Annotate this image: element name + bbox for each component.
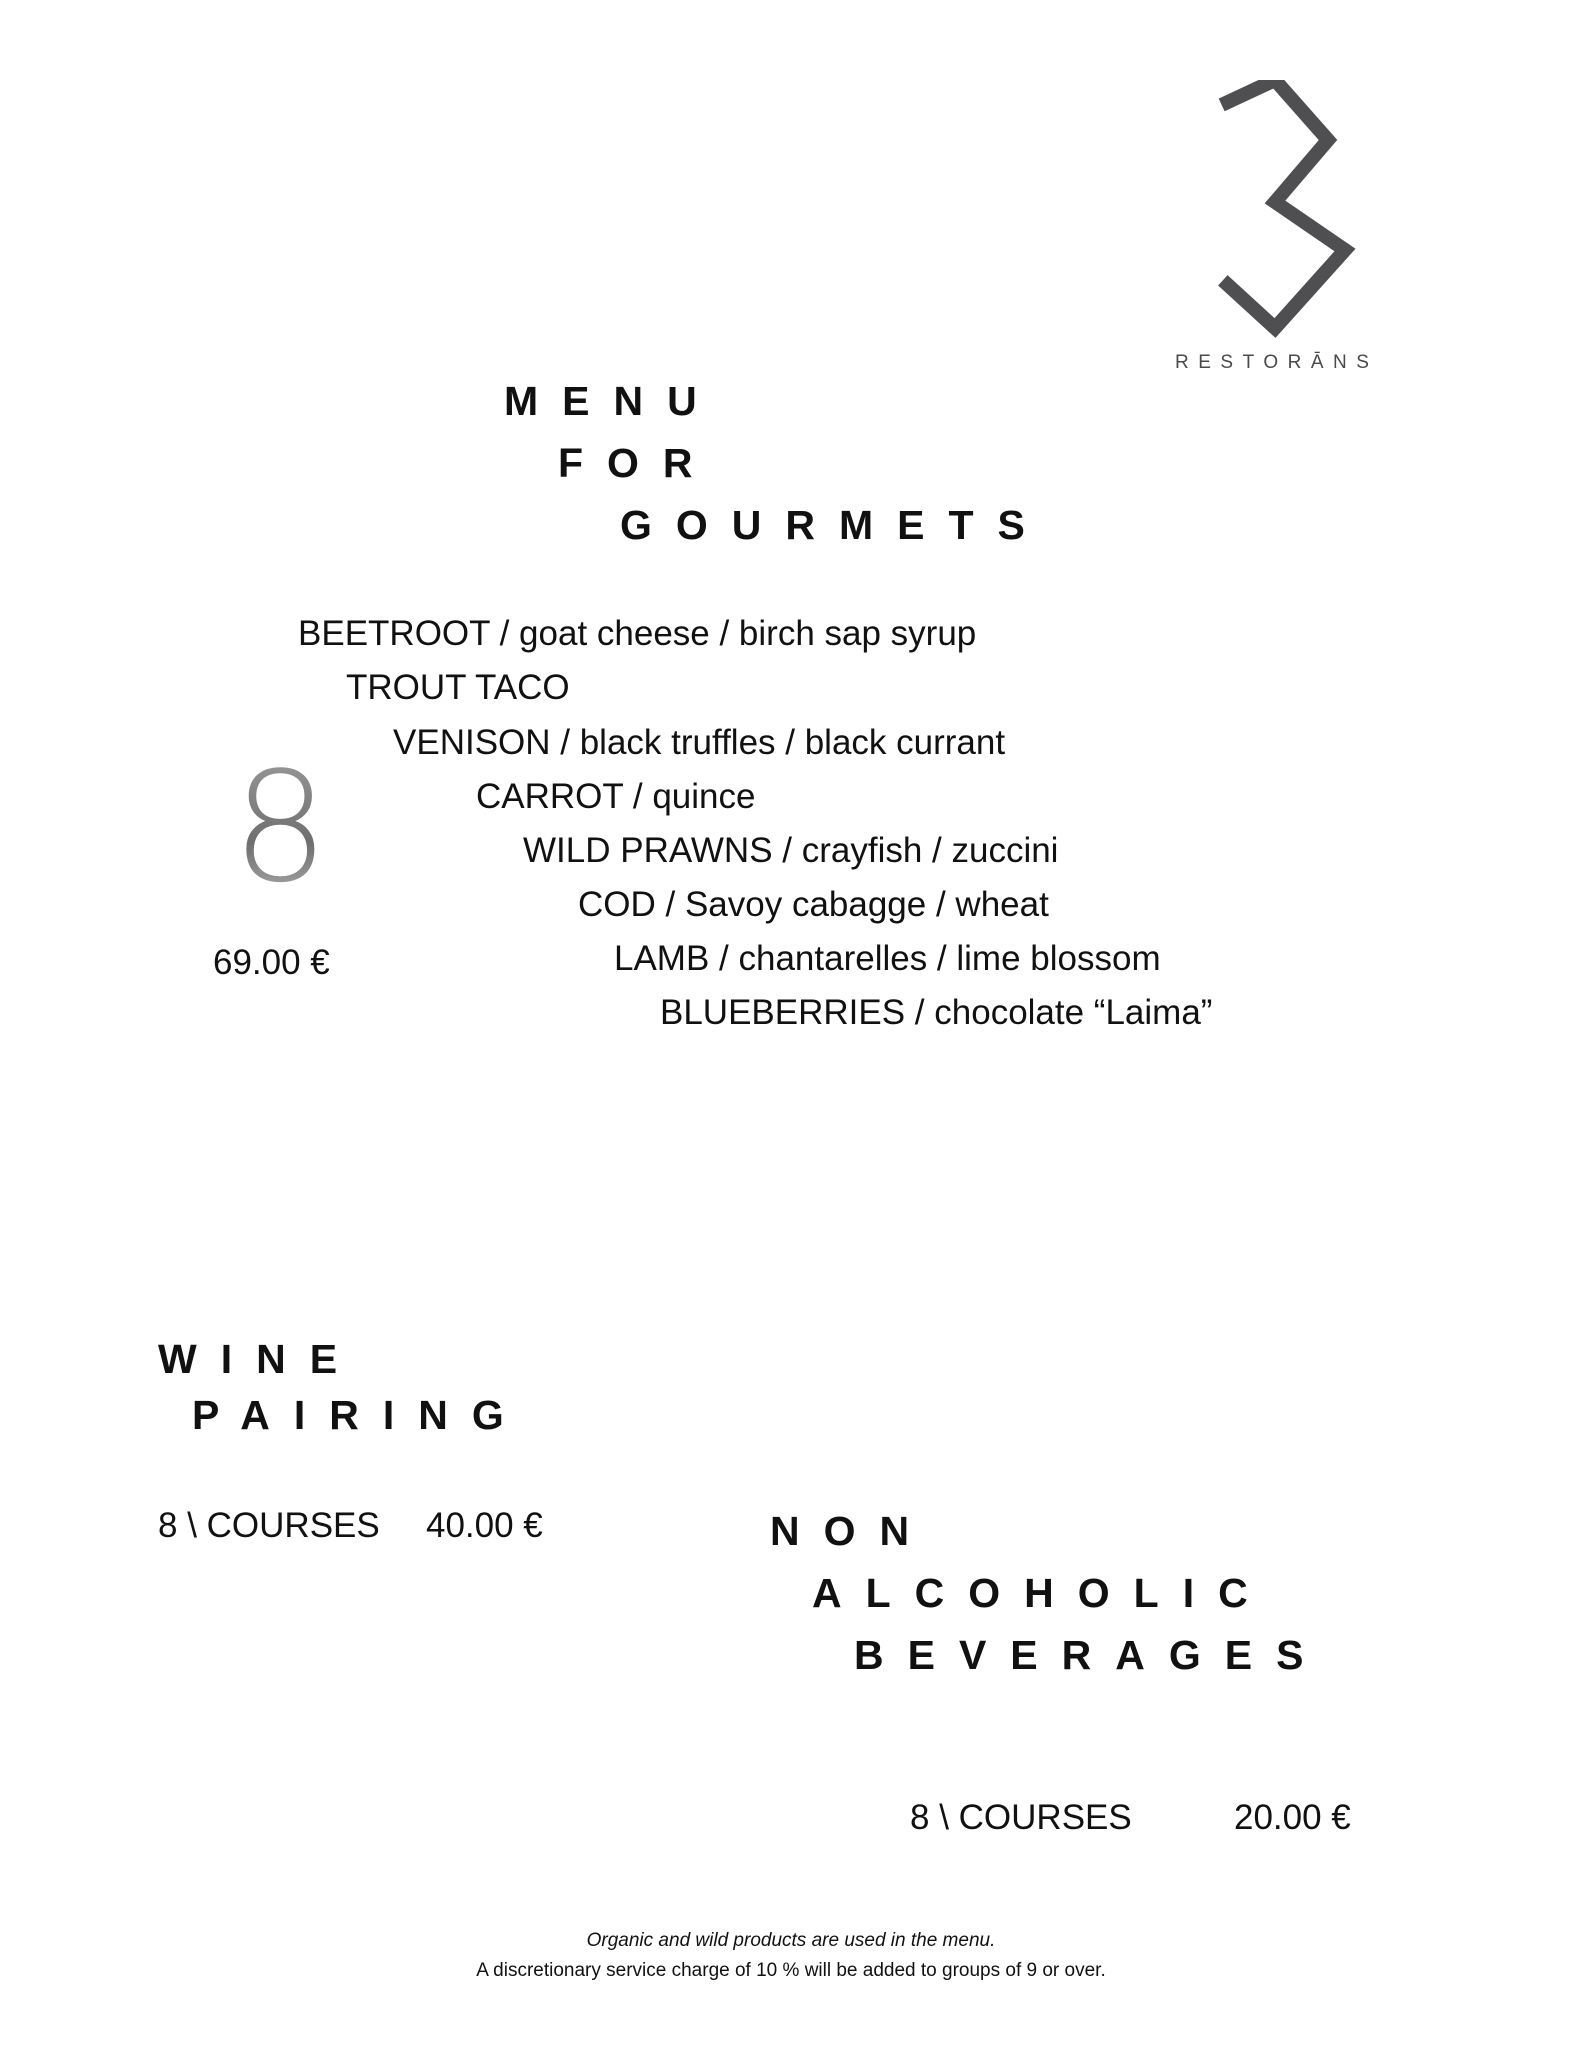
wine-pairing-title-line2: PAIRING bbox=[192, 1392, 528, 1438]
tasting-price: 69.00 € bbox=[213, 943, 330, 982]
course-item: VENISON / black truffles / black currant bbox=[393, 723, 1006, 762]
course-item: LAMB / chantarelles / lime blossom bbox=[614, 939, 1161, 978]
footer-note: Organic and wild products are used in the menu. bbox=[586, 1930, 996, 1951]
course-count: 8 bbox=[232, 739, 329, 916]
footer-service-charge: A discretionary service charge of 10 % will be added to groups of 9 or over. bbox=[476, 1960, 1106, 1981]
menu-title-line2: FOR bbox=[558, 440, 717, 486]
wine-pairing-courses: 8 \ COURSES bbox=[158, 1506, 380, 1545]
course-item: BLUEBERRIES / chocolate “Laima” bbox=[660, 993, 1213, 1032]
course-item: WILD PRAWNS / crayfish / zuccini bbox=[523, 831, 1059, 870]
non-alcoholic-courses: 8 \ COURSES bbox=[910, 1798, 1132, 1837]
wine-pairing-title-line1: WINE bbox=[158, 1336, 362, 1382]
course-item: BEETROOT / goat cheese / birch sap syrup bbox=[298, 614, 977, 653]
non-alcoholic-title-line3: BEVERAGES bbox=[854, 1632, 1328, 1678]
three-restorans-logo-icon bbox=[1210, 80, 1370, 340]
wine-pairing-price: 40.00 € bbox=[426, 1506, 543, 1545]
course-item: COD / Savoy cabagge / wheat bbox=[578, 885, 1049, 924]
course-item: CARROT / quince bbox=[476, 777, 756, 816]
non-alcoholic-title-line1: NON bbox=[770, 1508, 934, 1554]
menu-title-line1: MENU bbox=[504, 378, 721, 424]
non-alcoholic-price: 20.00 € bbox=[1234, 1798, 1351, 1837]
logo-mark bbox=[1210, 80, 1370, 340]
logo-wordmark: RESTORĀNS bbox=[1175, 352, 1379, 373]
course-item: TROUT TACO bbox=[346, 668, 570, 707]
menu-title-line3: GOURMETS bbox=[620, 502, 1049, 548]
non-alcoholic-title-line2: ALCOHOLIC bbox=[812, 1570, 1272, 1616]
